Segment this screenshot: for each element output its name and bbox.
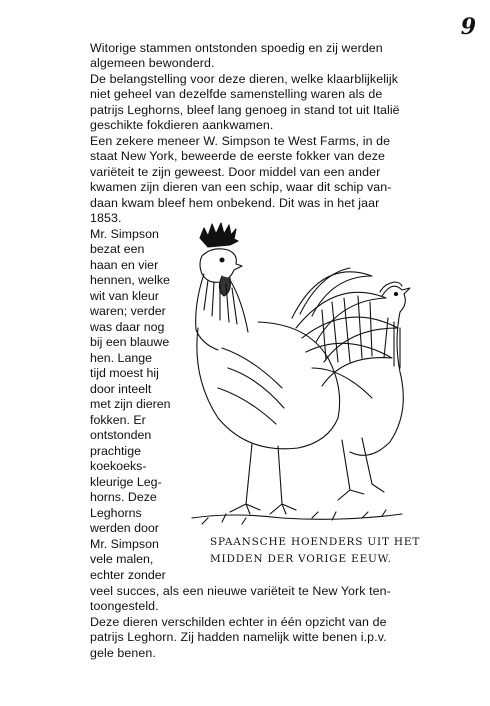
- text-line: Deze dieren verschilden echter in één opzicht van de: [90, 615, 387, 629]
- text-line: haan en vier: [90, 258, 159, 272]
- text-line: gele benen.: [90, 646, 156, 660]
- text-line: Leghorns: [90, 506, 142, 520]
- page-number: 9: [460, 14, 476, 40]
- text-line: niet geheel van dezelfde samenstelling waren als de: [90, 87, 383, 101]
- text-line: horns. Deze: [90, 490, 157, 504]
- text-line: ontstonden: [90, 428, 152, 442]
- text-line: variëteit te zijn geweest. Door middel van een ander: [90, 165, 381, 179]
- text-line: algemeen bewonderd.: [90, 56, 215, 70]
- text-line: bij een blauwe: [90, 335, 170, 349]
- text-line: met zijn dieren: [90, 397, 171, 411]
- text-line: patrijs Leghorns, bleef lang genoeg in stand tot uit Italië: [90, 103, 400, 117]
- text-line: kwamen zijn dieren van een schip, waar dit schip van-: [90, 180, 392, 194]
- text-line: hennen, welke: [90, 273, 170, 287]
- text-line: staat New York, beweerde de eerste fokker van deze: [90, 149, 385, 163]
- text-line: waren; verder: [90, 304, 166, 318]
- chickens-illustration: [182, 218, 414, 584]
- text-line: was daar nog: [90, 320, 165, 334]
- text-line: daan kwam bleef hem onbekend. Dit was in het jaar: [90, 196, 380, 210]
- text-line: veel succes, als een nieuwe variëteit te New York ten-: [90, 584, 391, 598]
- text-line: Een zekere meneer W. Simpson te West Farms, in de: [90, 134, 391, 148]
- text-line: Witorige stammen ontstonden spoedig en zij werden: [90, 41, 383, 55]
- text-line: Mr. Simpson: [90, 227, 159, 241]
- text-line: echter zonder: [90, 568, 166, 582]
- text-line: vele malen,: [90, 552, 154, 566]
- text-line: prachtige: [90, 444, 141, 458]
- text-line: 1853.: [90, 211, 122, 225]
- text-line: werden door: [90, 521, 159, 535]
- text-line: Mr. Simpson: [90, 537, 159, 551]
- text-line: door inteelt: [90, 382, 152, 396]
- text-line: wit van kleur: [90, 289, 159, 303]
- text-line: tijd moest hij: [90, 366, 159, 380]
- text-line: patrijs Leghorn. Zij hadden namelijk witte benen i.p.v.: [90, 630, 387, 644]
- text-line: De belangstelling voor deze dieren, welke klaarblijkelijk: [90, 72, 399, 86]
- text-line: kleurige Leg-: [90, 475, 162, 489]
- text-line: koekoeks-: [90, 459, 147, 473]
- illustration-caption-line2: MIDDEN DER VORIGE EEUW.: [210, 553, 392, 565]
- text-line: toongesteld.: [90, 599, 159, 613]
- illustration-caption-line1: SPAANSCHE HOENDERS UIT HET: [210, 536, 421, 548]
- text-line: geschikte fokdieren aankwamen.: [90, 118, 274, 132]
- text-line: bezat een: [90, 242, 145, 256]
- text-line: fokken. Er: [90, 413, 146, 427]
- text-line: hen. Lange: [90, 351, 153, 365]
